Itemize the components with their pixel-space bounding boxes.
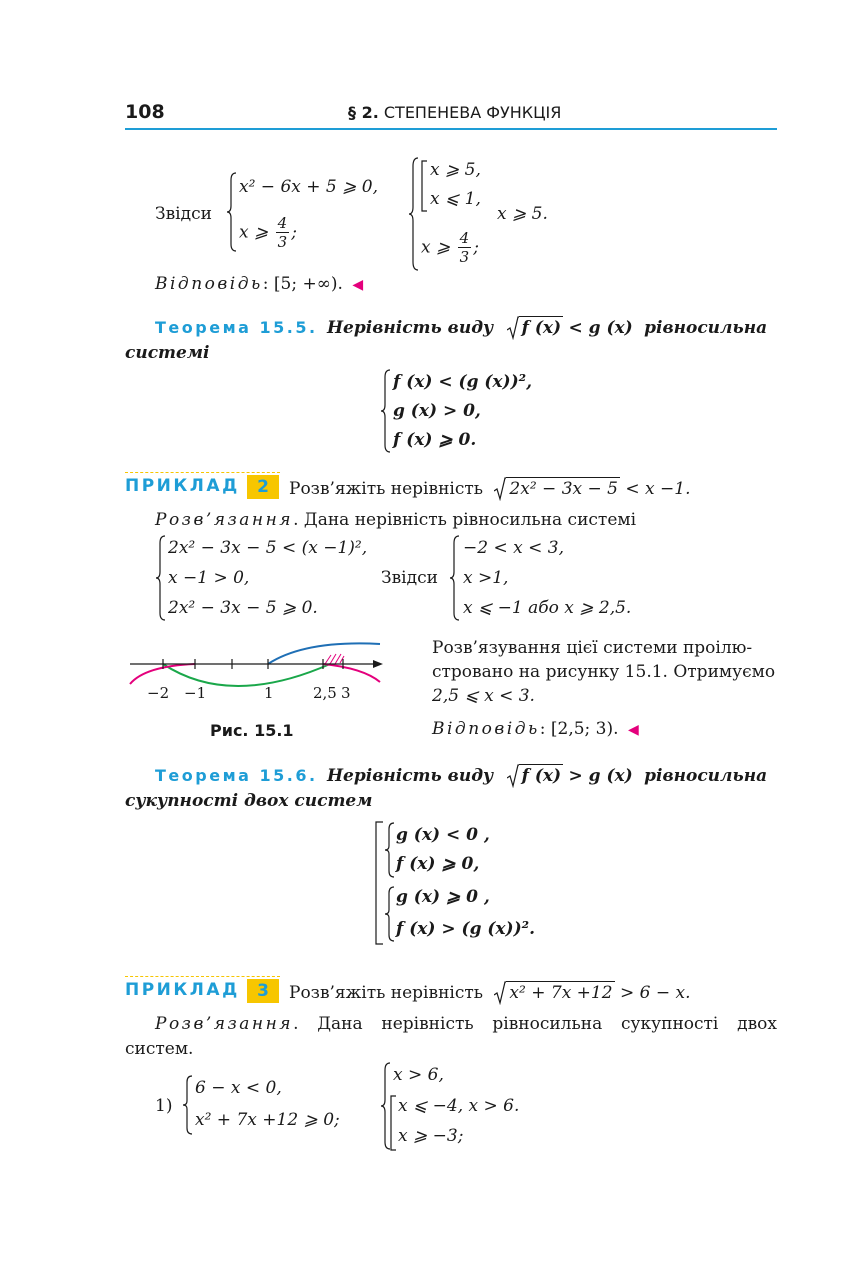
theorem-15-5 — [155, 316, 767, 338]
answer-1 — [155, 274, 363, 294]
union-bracket-2 — [374, 821, 384, 945]
t156-s1-line1: g (x) < 0 , — [396, 825, 490, 845]
answer-2 — [432, 719, 639, 739]
theorem-15-6-text-post: рівносильна — [644, 766, 768, 786]
example3-top-rule — [125, 976, 280, 977]
c2-line2: x ⩽ −4, x > 6. — [398, 1096, 520, 1116]
example3-rhs: > 6 − x. — [619, 983, 691, 1003]
example3-solution — [155, 1014, 777, 1034]
sys1-semicolon: ; — [291, 222, 297, 243]
c2-line1: x > 6, — [393, 1065, 444, 1085]
example2-task-text: Розв’яжіть нерівність — [289, 479, 484, 499]
theorem-15-6-relation: > g (x) — [568, 766, 633, 786]
sysB-line1: −2 < x < 3, — [463, 538, 564, 558]
frac-num: 4 — [277, 214, 288, 232]
system1-line2 — [239, 216, 297, 250]
tick-label-2-5: 2,5 — [313, 684, 337, 702]
radical-icon — [507, 764, 519, 788]
axis-arrow-icon — [373, 660, 383, 668]
zvidsy-label-2: Звідси — [381, 568, 438, 588]
example3-solution-line2: систем. — [125, 1039, 194, 1059]
c1-line1: 6 − x < 0, — [195, 1078, 282, 1098]
sys2-l3-pre: x ⩾ — [421, 237, 451, 258]
sysA-line1: 2x² − 3x − 5 < (x −1)², — [168, 538, 368, 558]
t156-s1-line2: f (x) ⩾ 0, — [396, 854, 480, 874]
sysA-line3: 2x² − 3x − 5 ⩾ 0. — [168, 598, 318, 618]
example2-top-rule — [125, 472, 280, 473]
sqrt-f-x — [507, 316, 563, 338]
system-brace-6 — [384, 822, 396, 878]
example2-label: ПРИКЛАД — [125, 476, 240, 496]
sysA-line2: x −1 > 0, — [168, 568, 250, 588]
zvidsy-label-1: Звідси — [155, 204, 212, 224]
theorem-15-5-label: Теорема 15.5. — [155, 318, 318, 337]
tick-label-1: 1 — [264, 684, 274, 702]
t156-s2-line2: f (x) > (g (x))². — [396, 919, 536, 939]
example3-task — [289, 981, 690, 1003]
sys2-semicolon: ; — [473, 237, 479, 258]
example2-para-line3: 2,5 ⩽ x < 3. — [432, 686, 535, 706]
system-brace-8 — [182, 1075, 194, 1135]
frac-den: 3 — [277, 233, 288, 251]
theorem-15-6-line2: сукупності двох систем — [125, 791, 373, 811]
sqrt-f-x-2 — [507, 764, 563, 786]
system-brace-2 — [408, 157, 420, 271]
t156-s2-line1: g (x) ⩾ 0 , — [396, 887, 490, 907]
tick-label-neg1: −1 — [184, 684, 207, 702]
section-number: § 2. — [348, 103, 379, 122]
solution-label-2: Розв’язання — [155, 510, 294, 530]
system1-line1: x² − 6x + 5 ⩾ 0, — [239, 177, 378, 197]
hatch-region — [325, 654, 344, 664]
case-label-1: 1) — [155, 1096, 173, 1116]
solution-label-3: Розв’язання — [155, 1014, 294, 1034]
c2-line3: x ⩾ −3; — [398, 1126, 464, 1146]
theorem-15-5-text: Нерівність виду — [326, 318, 494, 338]
arc-green — [163, 664, 330, 686]
theorem-15-5-sys-l3: f (x) ⩾ 0. — [393, 430, 477, 450]
answer-value-1: : [5; +∞). — [262, 274, 343, 294]
example3-label: ПРИКЛАД — [125, 980, 240, 1000]
radical-icon — [507, 316, 519, 340]
sqrt-example3 — [494, 981, 614, 1003]
tick-label-3: 3 — [341, 684, 351, 702]
system-brace-4 — [155, 535, 167, 621]
theorem-15-5-line2: системі — [125, 343, 210, 363]
answer-value-2: : [2,5; 3). — [539, 719, 619, 739]
fraction-4-3 — [276, 216, 290, 250]
example2-solution — [155, 510, 636, 530]
union-bracket-1 — [420, 160, 428, 212]
sqrt-radicand-2: f (x) — [519, 764, 563, 786]
system2-line3 — [421, 231, 479, 265]
answer-label-2: Відповідь — [432, 719, 540, 739]
running-header — [348, 103, 561, 122]
theorem-15-5-sys-l2: g (x) > 0, — [393, 401, 481, 421]
example3-task-text: Розв’яжіть нерівність — [289, 983, 484, 1003]
arc-blue — [268, 643, 380, 664]
example2-para-line2: стровано на рисунку 15.1. Отримуємо — [432, 662, 776, 682]
system-brace-3 — [380, 369, 392, 453]
figure-caption: Рис. 15.1 — [210, 721, 294, 740]
example2-task — [289, 477, 690, 499]
union-bracket-3 — [389, 1095, 397, 1151]
example3-radicand: x² + 7x +12 — [506, 981, 614, 1003]
sqrt-radicand: f (x) — [519, 316, 563, 338]
radical-icon — [494, 477, 506, 501]
theorem-15-6 — [155, 764, 767, 786]
system-brace-5 — [449, 535, 461, 621]
header-rule — [125, 128, 777, 130]
system-brace-1 — [226, 172, 238, 252]
fraction-4-3-b — [458, 231, 472, 265]
solution-text-2: . Дана нерівність рівносильна системі — [293, 510, 637, 530]
radical-icon — [494, 981, 506, 1005]
sysB-line3: x ⩽ −1 або x ⩾ 2,5. — [463, 598, 632, 618]
example3-number-badge: 3 — [247, 979, 279, 1003]
sqrt-example2 — [494, 477, 620, 499]
answer-label-1: Відповідь — [155, 274, 263, 294]
example2-radicand: 2x² − 3x − 5 — [506, 477, 620, 499]
system2-line2: x ⩽ 1, — [430, 189, 481, 209]
example2-number-badge: 2 — [247, 475, 279, 499]
solution-text-3: . Дана нерівність рівносильна сукупності двох — [293, 1014, 777, 1034]
system2-line1: x ⩾ 5, — [430, 160, 481, 180]
theorem-15-5-sys-l1: f (x) < (g (x))², — [393, 372, 533, 392]
theorem-15-6-text: Нерівність виду — [326, 766, 494, 786]
sysB-line2: x >1, — [463, 568, 509, 588]
section-title: СТЕПЕНЕВА ФУНКЦІЯ — [383, 103, 562, 122]
system-brace-7 — [384, 886, 396, 942]
tick-label-neg2: −2 — [147, 684, 170, 702]
page-number: 108 — [125, 101, 165, 123]
end-mark-icon: ◀ — [352, 277, 364, 293]
c1-line2: x² + 7x +12 ⩾ 0; — [195, 1110, 340, 1130]
arc-pink-right — [323, 664, 380, 682]
theorem-15-5-text-post: рівносильна — [644, 318, 768, 338]
end-mark-icon: ◀ — [627, 722, 639, 738]
sys1-l2-pre: x ⩾ — [239, 222, 269, 243]
frac-den-b: 3 — [459, 248, 470, 266]
block1-result: x ⩾ 5. — [497, 204, 548, 224]
example2-para-line1: Розв’язування цієї системи проілю- — [432, 638, 753, 658]
frac-num-b: 4 — [459, 229, 470, 247]
theorem-15-5-relation: < g (x) — [568, 318, 633, 338]
theorem-15-6-label: Теорема 15.6. — [155, 766, 318, 785]
example2-rhs: < x −1. — [625, 479, 691, 499]
